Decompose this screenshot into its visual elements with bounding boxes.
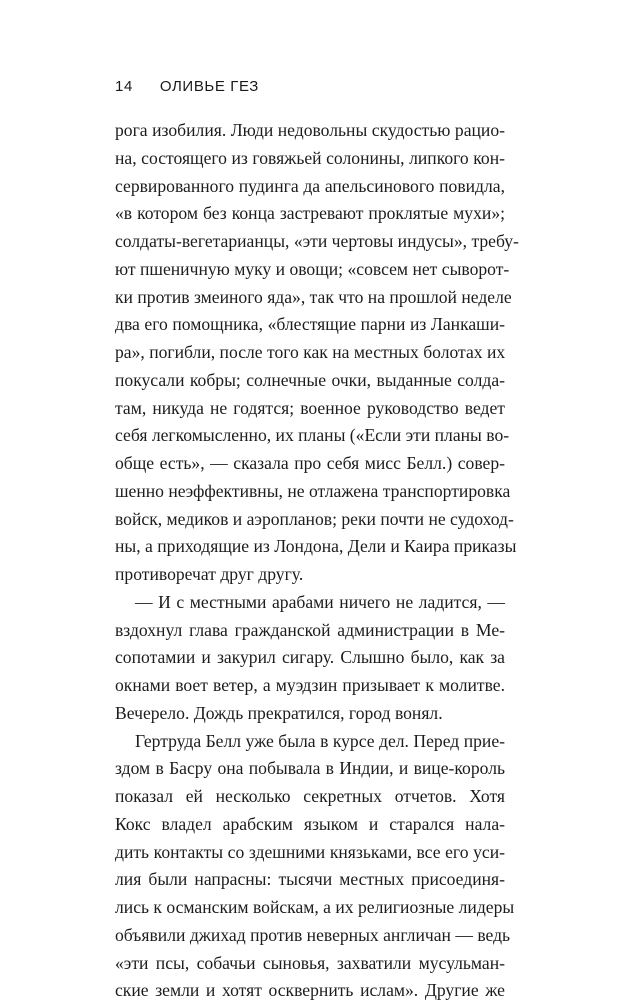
- text-line: — И с местными арабами ничего не ладится, —: [135, 591, 505, 612]
- text-line: шенно неэффективны, не отлажена транспортировка: [115, 480, 511, 501]
- text-line: противоречат друг другу.: [115, 564, 304, 584]
- text-line: вздохнул глава гражданской администрации в Ме-: [115, 619, 505, 640]
- text-line: Гертруда Белл уже была в курсе дел. Перед прие-: [135, 730, 505, 751]
- text-line: здом в Басру она побывала в Индии, и вице-король: [115, 758, 505, 779]
- text-line: ют пшеничную муку и овощи; «совсем нет сыворот-: [115, 258, 510, 279]
- text-line: солдаты-вегетарианцы, «эти чертовы индусы», требу-: [115, 231, 519, 251]
- body-text: [115, 117, 519, 1005]
- text-line: два его помощника, «блестящие парни из Ланкаши-: [115, 314, 505, 335]
- text-line: там, никуда не годятся; военное руководство ведет: [115, 397, 505, 418]
- text-line: дить контакты со здешними князьками, все его уси-: [115, 841, 505, 862]
- text-line: покусали кобры; солнечные очки, выданные солда-: [115, 369, 505, 390]
- text-line: рога изобилия. Люди недовольны скудостью рацио-: [115, 120, 505, 140]
- text-line: сопотамии и закурил сигару. Слышно было, как за: [115, 647, 505, 668]
- text-line: показал ей несколько секретных отчетов. Хотя: [115, 786, 505, 806]
- text-line: лись к османским войскам, а их религиозные лидеры: [115, 897, 515, 917]
- author-name: ОЛИВЬЕ ГЕЗ: [159, 78, 259, 95]
- text-line: ны, а приходящие из Лондона, Дели и Каира приказы: [115, 536, 517, 557]
- running-head: [115, 78, 259, 95]
- text-line: окнами воет ветер, а муэдзин призывает к молитве.: [115, 675, 505, 695]
- text-line: на, состоящего из говяжьей солонины, липкого кон-: [115, 147, 505, 168]
- text-line: ра», погибли, после того как на местных болотах их: [115, 342, 506, 362]
- text-line: Кокс владел арабским языком и старался нала-: [115, 813, 505, 834]
- text-line: лия были напрасны: тысячи местных присоединя-: [115, 869, 505, 890]
- text-line: обще есть», — сказала про себя мисс Белл.) совер-: [115, 453, 505, 473]
- text-line: войск, медиков и аэропланов; реки почти не судоход-: [115, 508, 514, 529]
- text-line: себя легкомысленно, их планы («Если эти планы во-: [115, 425, 510, 446]
- page-number: 14: [115, 78, 133, 95]
- text-line: «эти псы, собачьи сыновья, захватили мусульман-: [115, 952, 505, 973]
- text-line: Вечерело. Дождь прекратился, город вонял.: [115, 702, 443, 723]
- text-line: объявили джихад против неверных англичан — ведь: [115, 924, 511, 945]
- text-line: «в котором без конца застревают проклятые мухи»;: [115, 203, 505, 224]
- text-line: сервированного пудинга да апельсинового повидла,: [115, 175, 505, 196]
- text-line: ки против змеиного яда», так что на прошлой неделе: [115, 286, 512, 307]
- text-line: ские земли и хотят осквернить ислам». Другие же: [115, 980, 505, 1001]
